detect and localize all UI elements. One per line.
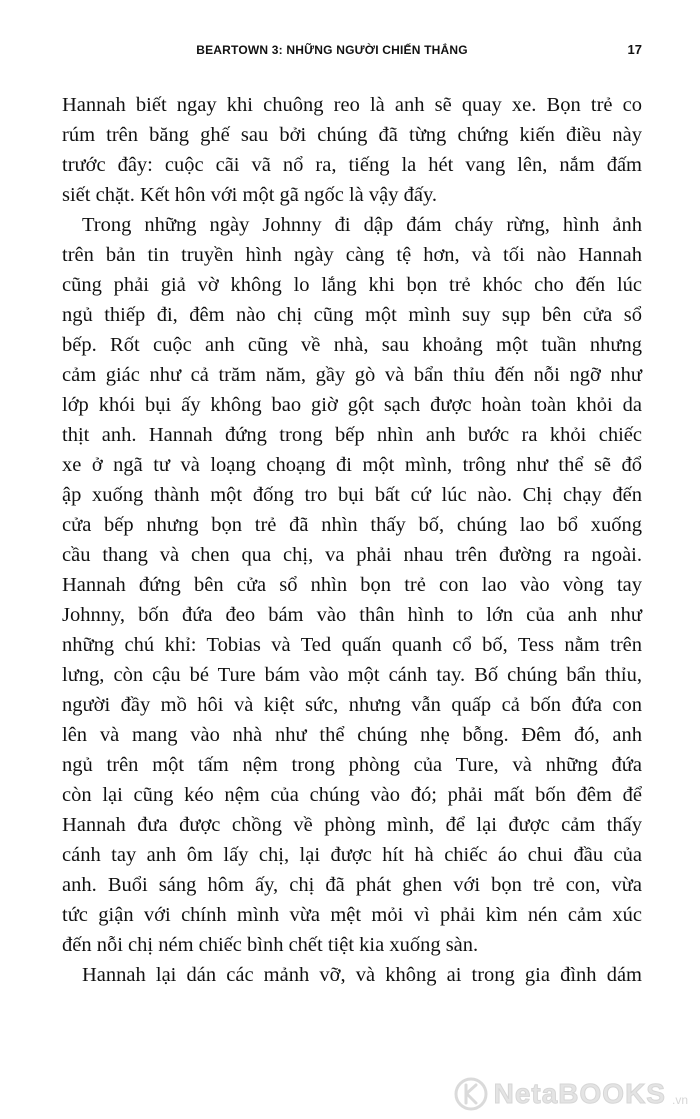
watermark-brand: NetaBOOKS <box>493 1078 666 1109</box>
body-text <box>62 90 642 990</box>
text-line: rúm trên băng ghế sau bởi chúng đã từng chứng kiến điều này <box>62 124 642 146</box>
watermark <box>454 1077 688 1111</box>
text-line: thịt anh. Hannah đứng trong bếp nhìn anh bước ra khỏi chiếc <box>62 424 642 446</box>
text-line: còn lại cũng kéo nệm của chúng vào đó; phải mất bốn đêm để <box>62 784 642 806</box>
text-line: tức giận với chính mình vừa mệt mỏi vì phải kìm nén cảm xúc <box>62 904 642 926</box>
watermark-domain: .vn <box>671 1093 688 1107</box>
text-line: cầu thang và chen qua chị, va phải nhau trên đường ra ngoài. <box>62 544 642 566</box>
text-line: Trong những ngày Johnny đi dập đám cháy rừng, hình ảnh <box>82 214 642 236</box>
text-line: cửa bếp nhưng bọn trẻ đã nhìn thấy bố, chúng lao bổ xuống <box>62 514 642 536</box>
text-line: xe ở ngã tư và loạng choạng đi một mình, trông như thể sẽ đổ <box>62 454 642 476</box>
text-line: siết chặt. Kết hôn với một gã ngốc là vậy đấy. <box>62 184 437 206</box>
running-header <box>62 40 642 60</box>
text-line: Hannah đứng bên cửa sổ nhìn bọn trẻ con lao vào vòng tay <box>62 574 642 596</box>
text-line: Hannah lại dán các mảnh vỡ, và không ai trong gia đình dám <box>82 964 642 986</box>
text-line: những chú khỉ: Tobias và Ted quấn quanh cổ bố, Tess nằm trên <box>62 634 642 656</box>
text-line: ngủ thiếp đi, đêm nào chị cũng một mình suy sụp bên cửa sổ <box>62 304 642 326</box>
text-line: Hannah biết ngay khi chuông reo là anh sẽ quay xe. Bọn trẻ co <box>62 94 642 116</box>
page-number: 17 <box>627 42 642 57</box>
text-line: cảm giác như cả trăm năm, gầy gò và bẩn thỉu đến nỗi ngỡ như <box>62 364 642 386</box>
text-line: Johnny, bốn đứa đeo bám vào thân hình to lớn của anh như <box>62 604 642 626</box>
text-line: ập xuống thành một đống tro bụi bất cứ lúc nào. Chị chạy đến <box>62 484 642 506</box>
text-line: Hannah đưa được chồng về phòng mình, để lại được cảm thấy <box>62 814 642 836</box>
text-line: bếp. Rốt cuộc anh cũng về nhà, sau khoảng một tuần nhưng <box>62 334 642 356</box>
text-line: lớp khói bụi ấy không bao giờ gột sạch được hoàn toàn khỏi da <box>62 394 642 416</box>
text-line: trước đây: cuộc cãi vã nổ ra, tiếng la hét vang lên, nắm đấm <box>62 154 642 176</box>
text-line: cánh tay anh ôm lấy chị, lại được hít hà chiếc áo chui đầu của <box>62 844 642 866</box>
text-line: ngủ trên một tấm nệm trong phòng của Ture, và những đứa <box>62 754 642 776</box>
text-line: trên bản tin truyền hình ngày càng tệ hơn, và tối nào Hannah <box>62 244 642 266</box>
text-line: cũng phải giả vờ không lo lắng khi bọn trẻ khóc cho đến lúc <box>62 274 642 296</box>
book-title: BEARTOWN 3: NHỮNG NGƯỜI CHIẾN THẮNG <box>196 43 468 57</box>
text-line: lưng, còn cậu bé Ture bám vào một cánh tay. Bố chúng bẩn thỉu, <box>62 664 642 686</box>
k-logo-icon <box>454 1077 488 1111</box>
text-line: đến nỗi chị ném chiếc bình chết tiệt kia xuống sàn. <box>62 934 479 956</box>
text-line: lên và mang vào nhà như thể chúng nhẹ bỗng. Đêm đó, anh <box>62 724 642 746</box>
text-line: anh. Buổi sáng hôm ấy, chị đã phát ghen với bọn trẻ con, vừa <box>62 874 642 896</box>
text-line: người đầy mồ hôi và kiệt sức, nhưng vẫn quấp cả bốn đứa con <box>62 694 642 716</box>
